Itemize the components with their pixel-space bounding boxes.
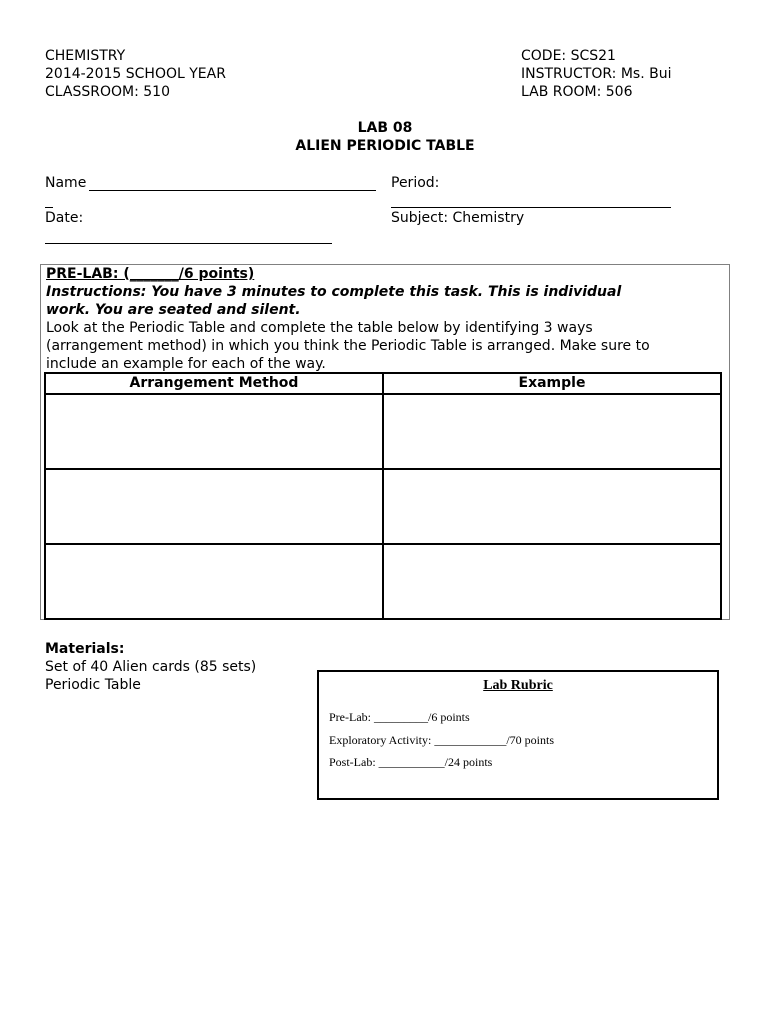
course-name: CHEMISTRY — [45, 48, 126, 64]
period-input-line[interactable] — [391, 207, 671, 208]
example-header: Example — [383, 373, 721, 394]
arrangement-method-cell[interactable] — [45, 544, 383, 619]
period-label: Period: — [391, 175, 440, 191]
example-cell[interactable] — [383, 394, 721, 469]
rubric-postlab: Post-Lab: ___________/24 points — [329, 755, 493, 769]
lab-number: LAB 08 — [357, 120, 413, 136]
prelab-instructions-line2: work. You are seated and silent. — [46, 302, 301, 318]
table-row — [45, 469, 721, 544]
example-cell[interactable] — [383, 544, 721, 619]
rubric-prelab: Pre-Lab: _________/6 points — [329, 710, 470, 724]
classroom: CLASSROOM: 510 — [45, 84, 170, 100]
subject-label: Subject: Chemistry — [391, 210, 525, 226]
name-label: Name — [45, 175, 87, 191]
lab-title: ALIEN PERIODIC TABLE — [295, 138, 475, 154]
arrangement-table — [44, 372, 722, 620]
prelab-body-line3: include an example for each of the way. — [46, 356, 326, 372]
rubric-title: Lab Rubric — [483, 678, 553, 693]
date-input-stub — [45, 207, 53, 208]
lab-rubric — [317, 670, 719, 800]
instructor: INSTRUCTOR: Ms. Bui — [521, 66, 672, 82]
prelab-body-line1: Look at the Periodic Table and complete the table below by identifying 3 ways — [46, 320, 593, 336]
arrangement-method-header: Arrangement Method — [45, 373, 383, 394]
materials-item-periodic-table: Periodic Table — [45, 677, 141, 693]
table-row — [45, 394, 721, 469]
date-label: Date: — [45, 210, 84, 226]
lab-room: LAB ROOM: 506 — [521, 84, 633, 100]
materials-item-cards: Set of 40 Alien cards (85 sets) — [45, 659, 257, 675]
rubric-exploratory: Exploratory Activity: ____________/70 points — [329, 733, 554, 747]
example-cell[interactable] — [383, 469, 721, 544]
school-year: 2014-2015 SCHOOL YEAR — [45, 66, 226, 82]
prelab-heading: PRE-LAB: (_______/6 points) — [46, 266, 255, 282]
course-code: CODE: SCS21 — [521, 48, 616, 64]
date-input-line[interactable] — [45, 243, 332, 244]
arrangement-method-cell[interactable] — [45, 469, 383, 544]
arrangement-method-cell[interactable] — [45, 394, 383, 469]
table-row — [45, 544, 721, 619]
prelab-instructions-line1: Instructions: You have 3 minutes to complete this task. This is individual — [46, 284, 622, 300]
materials-heading: Materials: — [45, 641, 125, 657]
name-input-line[interactable] — [89, 190, 376, 191]
prelab-body-line2: (arrangement method) in which you think the Periodic Table is arranged. Make sure to — [46, 338, 650, 354]
